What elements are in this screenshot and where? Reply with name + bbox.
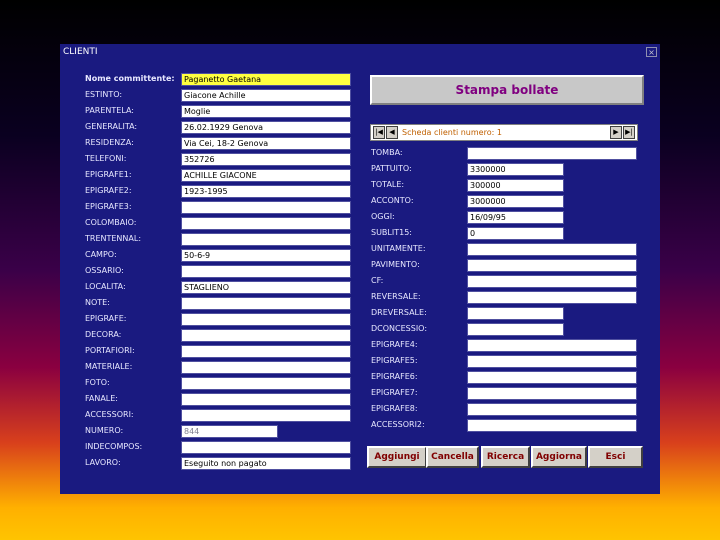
left-input-field[interactable]: [181, 265, 351, 278]
right-label: UNITAMENTE:: [371, 244, 426, 253]
left-label: PORTAFIORI:: [85, 346, 135, 355]
left-label: MATERIALE:: [85, 362, 133, 371]
right-input-field[interactable]: [467, 403, 637, 416]
right-label: OGGI:: [371, 212, 395, 221]
aggiungi-button[interactable]: Aggiungi: [367, 446, 427, 468]
left-label: ESTINTO:: [85, 90, 123, 99]
right-label: EPIGRAFE8:: [371, 404, 418, 413]
left-input-field[interactable]: STAGLIENO: [181, 281, 351, 294]
left-label: INDECOMPOS:: [85, 442, 143, 451]
right-input-field[interactable]: [467, 147, 637, 160]
left-input-field[interactable]: [181, 233, 351, 246]
left-label: CAMPO:: [85, 250, 117, 259]
left-input-field[interactable]: Eseguito non pagato: [181, 457, 351, 470]
left-label: Nome committente:: [85, 74, 175, 83]
right-label: DREVERSALE:: [371, 308, 427, 317]
left-input-field[interactable]: [181, 217, 351, 230]
aggiorna-button[interactable]: Aggiorna: [531, 446, 587, 468]
left-input-field[interactable]: [181, 441, 351, 454]
left-label: RESIDENZA:: [85, 138, 134, 147]
left-input-field[interactable]: 352726: [181, 153, 351, 166]
right-label: SUBLIT15:: [371, 228, 412, 237]
left-label: FANALE:: [85, 394, 119, 403]
right-input-field[interactable]: [467, 339, 637, 352]
right-input-field[interactable]: 3000000: [467, 195, 564, 208]
right-label: DCONCESSIO:: [371, 324, 428, 333]
right-label: PAVIMENTO:: [371, 260, 420, 269]
next-record-icon[interactable]: ▶: [610, 126, 622, 139]
left-input-field[interactable]: [181, 297, 351, 310]
left-input-field[interactable]: [181, 361, 351, 374]
clienti-window: [60, 44, 660, 494]
right-label: EPIGRAFE6:: [371, 372, 418, 381]
ricerca-button[interactable]: Ricerca: [481, 446, 530, 468]
left-input-field[interactable]: Via Cei, 18-2 Genova: [181, 137, 351, 150]
right-label: PATTUITO:: [371, 164, 412, 173]
left-input-field[interactable]: [181, 393, 351, 406]
window-title: CLIENTI: [63, 47, 98, 57]
left-label: TRENTENNAL:: [85, 234, 142, 243]
right-label: REVERSALE:: [371, 292, 421, 301]
right-input-field[interactable]: [467, 387, 637, 400]
right-label: EPIGRAFE5:: [371, 356, 418, 365]
left-input-field[interactable]: Paganetto Gaetana: [181, 73, 351, 86]
left-input-field[interactable]: Giacone Achille: [181, 89, 351, 102]
right-input-field[interactable]: [467, 419, 637, 432]
cancella-button[interactable]: Cancella: [426, 446, 479, 468]
right-input-field[interactable]: [467, 355, 637, 368]
right-input-field[interactable]: 16/09/95: [467, 211, 564, 224]
right-label: CF:: [371, 276, 384, 285]
right-input-field[interactable]: 0: [467, 227, 564, 240]
right-input-field[interactable]: [467, 291, 637, 304]
left-label: OSSARIO:: [85, 266, 124, 275]
right-label: TOTALE:: [371, 180, 405, 189]
right-input-field[interactable]: [467, 275, 637, 288]
left-input-field[interactable]: 26.02.1929 Genova: [181, 121, 351, 134]
right-input-field[interactable]: [467, 307, 564, 320]
right-input-field[interactable]: [467, 259, 637, 272]
left-label: PARENTELA:: [85, 106, 134, 115]
left-input-field[interactable]: Moglie: [181, 105, 351, 118]
left-input-field[interactable]: ACHILLE GIACONE: [181, 169, 351, 182]
prev-record-icon[interactable]: ◀: [386, 126, 398, 139]
right-label: ACCESSORI2:: [371, 420, 425, 429]
left-input-field[interactable]: 50-6-9: [181, 249, 351, 262]
record-indicator: Scheda clienti numero: 1: [402, 128, 502, 137]
right-input-field[interactable]: [467, 323, 564, 336]
left-label: DECORA:: [85, 330, 122, 339]
stampa-bollate-button[interactable]: Stampa bollate: [370, 75, 644, 105]
left-input-field[interactable]: [181, 313, 351, 326]
right-input-field[interactable]: [467, 371, 637, 384]
left-label: LOCALITA:: [85, 282, 126, 291]
left-input-field[interactable]: [181, 201, 351, 214]
left-label: ACCESSORI:: [85, 410, 134, 419]
right-input-field[interactable]: 3300000: [467, 163, 564, 176]
left-label: EPIGRAFE1:: [85, 170, 132, 179]
right-input-field[interactable]: [467, 243, 637, 256]
left-label: GENERALITA:: [85, 122, 138, 131]
left-label: FOTO:: [85, 378, 110, 387]
left-label: EPIGRAFE3:: [85, 202, 132, 211]
left-input-field[interactable]: [181, 345, 351, 358]
right-label: TOMBA:: [371, 148, 403, 157]
first-record-icon[interactable]: |◀: [373, 126, 385, 139]
left-input-field[interactable]: 1923-1995: [181, 185, 351, 198]
left-input-field[interactable]: 844: [181, 425, 278, 438]
left-input-field[interactable]: [181, 409, 351, 422]
esci-button[interactable]: Esci: [588, 446, 643, 468]
left-input-field[interactable]: [181, 377, 351, 390]
right-label: EPIGRAFE4:: [371, 340, 418, 349]
right-label: EPIGRAFE7:: [371, 388, 418, 397]
record-navigator: [370, 124, 638, 141]
left-label: NUMERO:: [85, 426, 124, 435]
left-label: LAVORO:: [85, 458, 121, 467]
left-label: COLOMBAIO:: [85, 218, 137, 227]
right-label: ACCONTO:: [371, 196, 414, 205]
left-label: TELEFONI:: [85, 154, 127, 163]
left-label: EPIGRAFE2:: [85, 186, 132, 195]
last-record-icon[interactable]: ▶|: [623, 126, 635, 139]
close-icon[interactable]: ×: [646, 47, 657, 57]
right-input-field[interactable]: 300000: [467, 179, 564, 192]
title-bar: [60, 44, 660, 60]
left-label: NOTE:: [85, 298, 110, 307]
left-input-field[interactable]: [181, 329, 351, 342]
left-label: EPIGRAFE:: [85, 314, 127, 323]
